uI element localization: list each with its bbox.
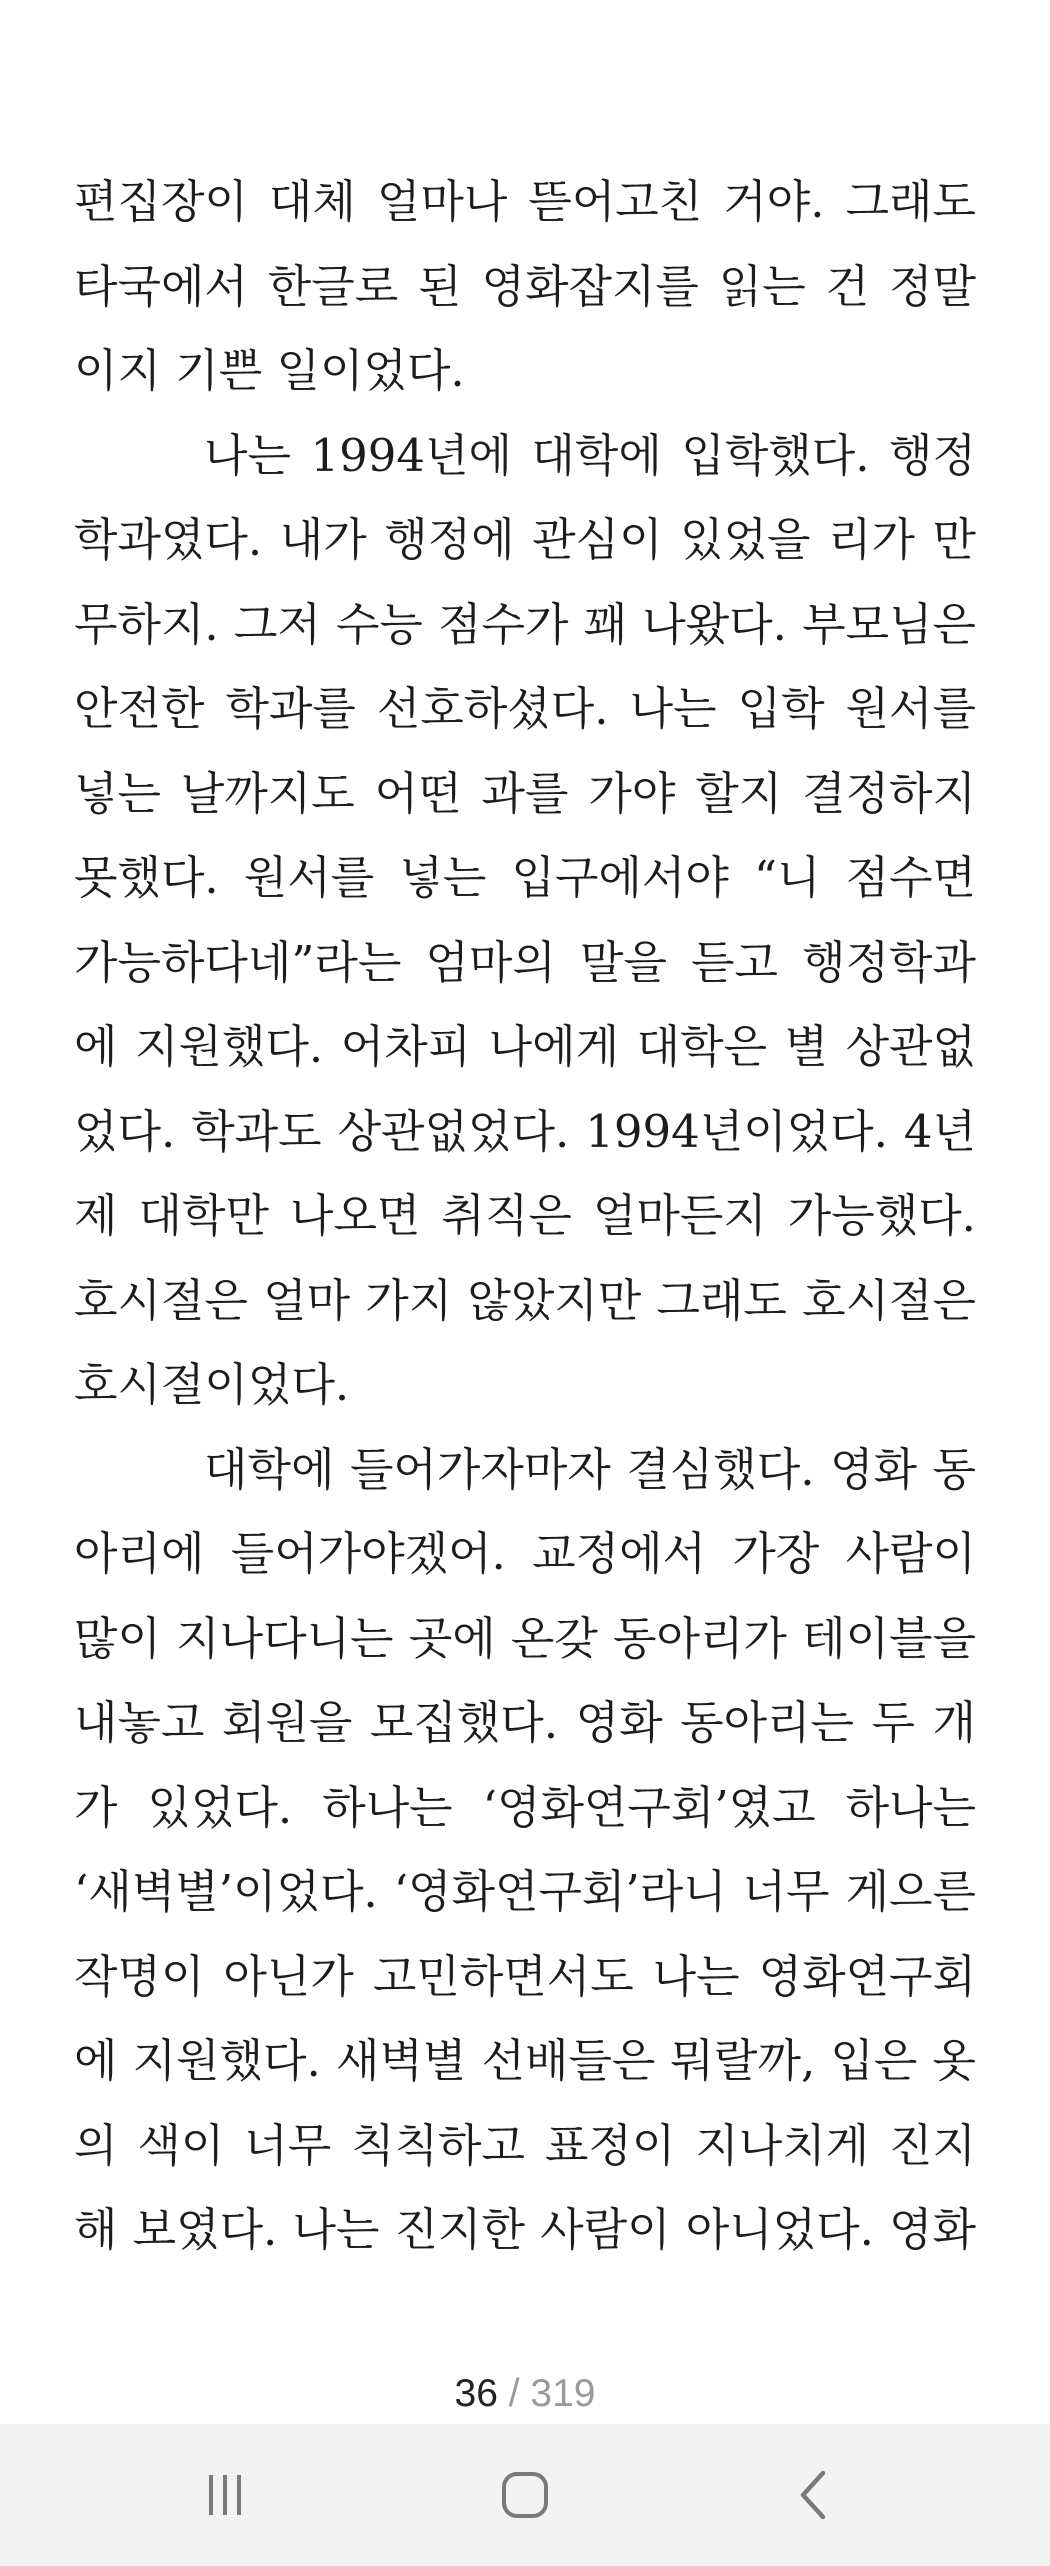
home-icon (495, 2465, 555, 2525)
text-line: 이지 기쁜 일이었다. (74, 344, 465, 397)
text-line: 편집장이 대체 얼마나 뜯어고친 거야. 그래도 (74, 175, 976, 228)
text-line: 못했다. 원서를 넣는 입구에서야 “니 점수면 (74, 851, 976, 904)
text-line: 호시절이었다. (74, 1358, 350, 1411)
text-line: 내놓고 회원을 모집했다. 영화 동아리는 두 개 (74, 1696, 976, 1749)
page-counter (0, 2372, 1050, 2416)
recents-icon (195, 2465, 255, 2525)
book-text (74, 160, 976, 2273)
text-line: 었다. 학과도 상관없었다. 1994년이었다. 4년 (74, 1104, 976, 1158)
text-line: 많이 지나다니는 곳에 온갖 동아리가 테이블을 (74, 1611, 976, 1665)
text-line: 가 있었다. 하나는 ‘영화연구회’였고 하나는 (74, 1780, 976, 1834)
text-line: 제 대학만 나오면 취직은 얼마든지 가능했다. (74, 1189, 976, 1242)
home-button[interactable] (425, 2424, 625, 2566)
text-line: 안전한 학과를 선호하셨다. 나는 입학 원서를 (74, 682, 976, 735)
text-line: 호시절은 얼마 가지 않았지만 그래도 호시절은 (74, 1273, 976, 1327)
text-line: 나는 1994년에 대학에 입학했다. 행정 (204, 428, 976, 482)
text-line: 학과였다. 내가 행정에 관심이 있었을 리가 만 (74, 513, 976, 566)
text-line: 의 색이 너무 칙칙하고 표정이 지나치게 진지 (74, 2118, 976, 2172)
back-icon (785, 2465, 845, 2525)
text-line: 작명이 아닌가 고민하면서도 나는 영화연구회 (74, 1949, 976, 2003)
text-line: 대학에 들어가자마자 결심했다. 영화 동 (204, 1442, 976, 1496)
recents-button[interactable] (125, 2424, 325, 2566)
current-page-number: 36 (454, 2372, 498, 2415)
text-line: 에 지원했다. 어차피 나에게 대학은 별 상관없 (74, 1020, 976, 1073)
text-line: ‘새벽별’이었다. ‘영화연구회’라니 너무 게으른 (74, 1865, 976, 1918)
text-line: 가능하다네”라는 엄마의 말을 듣고 행정학과 (74, 935, 976, 989)
total-pages-number: 319 (530, 2372, 596, 2415)
page-separator: / (497, 2372, 531, 2415)
text-line: 해 보였다. 나는 진지한 사람이 아니었다. 영화 (74, 2203, 976, 2256)
text-line: 에 지원했다. 새벽별 선배들은 뭐랄까, 입은 옷 (74, 2034, 976, 2087)
back-button[interactable] (715, 2424, 915, 2566)
text-line: 넣는 날까지도 어떤 과를 가야 할지 결정하지 (74, 766, 976, 820)
text-line: 타국에서 한글로 된 영화잡지를 읽는 건 정말 (74, 259, 976, 313)
system-navigation-bar (0, 2424, 1050, 2566)
text-line: 무하지. 그저 수능 점수가 꽤 나왔다. 부모님은 (74, 597, 976, 651)
text-line: 아리에 들어가야겠어. 교정에서 가장 사람이 (74, 1527, 976, 1580)
